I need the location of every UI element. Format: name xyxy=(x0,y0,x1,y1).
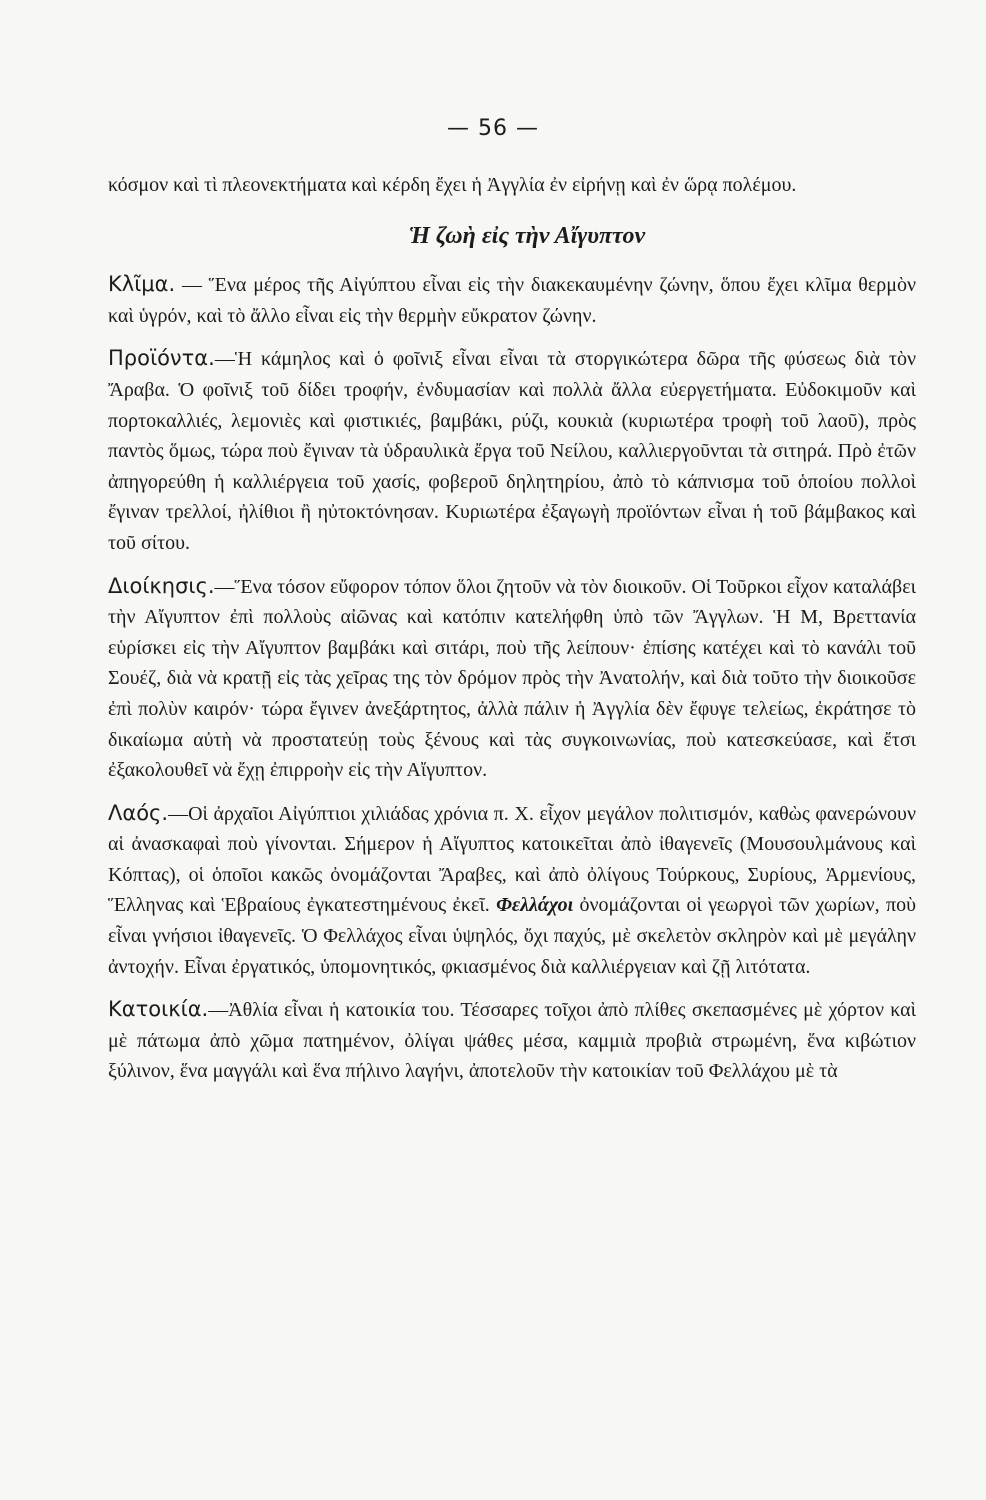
paragraph-text-laos-a: —Οἱ ἀρχαῖοι Αἰγύπτιοι χιλιάδας χρόνια π. Χ. εἶχον μεγάλον πολιτισμόν, καθὼς φανερώνουν αἱ ἀνασκαφαὶ ποὺ γίνονται. Σήμερον ἡ Αἴγυπτος κατοικεῖται ἀπὸ ἰθαγενεῖς (Μουσουλμάνους καὶ Κόπτας), οἱ ὁποῖοι κακῶς ὀνομάζονται Ἄραβες, καὶ ἀπὸ ὀλίγους Τούρκους, Συρίους, Ἀρμενίους, Ἕλληνας καὶ Ἑβραίους ἐγκατεστημένους ἐκεῖ. xyxy=(108,802,916,917)
paragraph-heading-proionta: Προϊόντα. xyxy=(108,346,215,371)
paragraph-heading-dioikisis: Διοίκησις. xyxy=(108,573,215,598)
paragraph-text-klima: — Ἕνα μέρος τῆς Αἰγύπτου εἶναι εἰς τὴν διακεκαυμένην ζώνην, ὅπου ἔχει κλῖμα θερμὸν καὶ ὑγρόν, καὶ τὸ ἄλλο εἶναι εἰς τὴν θερμὴν εὔκρατον ζώνην. xyxy=(108,274,916,327)
paragraph-laos xyxy=(108,798,916,983)
section-title: Ἡ ζωὴ εἰς τὴν Αἴγυπτον xyxy=(408,222,646,249)
page-body xyxy=(108,170,916,1099)
emphasis-fellachoi: Φελλάχοι xyxy=(496,894,574,917)
paragraph-text-katoikia: —Ἀθλία εἶναι ἡ κατοικία του. Τέσσαρες τοῖχοι ἀπὸ πλίθες σκεπασμένες μὲ χόρτον καὶ μὲ πάτωμα ἀπὸ χῶμα πατημένον, ὀλίγαι ψάθες μέσα, καμμιὰ προβιὰ στρωμένη, ἕνα κιβώτιον ξύλινον, ἕνα μαγγάλι καὶ ἕνα πήλινο λαγήνι, ἀποτελοῦν τὴν κατοικίαν τοῦ Φελλάχου μὲ τὰ xyxy=(108,999,916,1083)
paragraph-heading-laos: Λαός. xyxy=(108,800,169,825)
paragraph-klima xyxy=(108,269,916,331)
paragraph-proionta xyxy=(108,343,916,558)
page-number: — 56 — xyxy=(447,116,539,141)
paragraph-heading-klima: Κλῖμα. xyxy=(108,272,176,297)
intro-paragraph: κόσμον καὶ τὶ πλεονεκτήματα καὶ κέρδη ἔχει ἡ Ἀγγλία ἐν εἰρήνῃ καὶ ἐν ὥρᾳ πολέμου. xyxy=(108,174,797,196)
paragraph-text-dioikisis: —Ἕνα τόσον εὔφορον τόπον ὅλοι ζητοῦν νὰ τὸν διοικοῦν. Οἱ Τοῦρκοι εἶχον καταλάβει τὴν Αἴγυπτον ἐπὶ πολλοὺς αἰῶνας καὶ κατόπιν κατελήφθη ὑπὸ τῶν Ἄγγλων. Ἡ Μ, Βρεττανία εὑρίσκει εἰς τὴν Αἴγυπτον βαμβάκι καὶ σιτάρι, ποὺ τῆς λείπουν· ἐπίσης κατέχει καὶ τὸ κανάλι τοῦ Σουέζ, διὰ νὰ κρατῇ εἰς τὰς χεῖρας της τὸν δρόμον πρὸς τὴν Ἀνατολήν, καὶ διὰ τοῦτο τὴν διοικοῦσε ἐπὶ πολὺν καιρόν· τώρα ἔγινεν ἀνεξάρτητος, ἀλλὰ πάλιν ἡ Ἀγγλία δὲν ἔφυγε τελείως, ἐκράτησε τὸ δικαίωμα αὐτὴ νὰ προστατεύῃ τοὺς ξένους καὶ τὰς συγκοινωνίας, ποὺ κατεσκεύασε, καὶ ἔτσι ἐξακολουθεῖ νὰ ἔχῃ ἐπιρροὴν εἰς τὴν Αἴγυπτον. xyxy=(108,575,916,782)
paragraph-text-laos-b: ὀνομάζονται οἱ γεωργοὶ τῶν χωρίων, ποὺ εἶναι γνήσιοι ἰθαγενεῖς. Ὁ Φελλάχος εἶναι ὑψηλός, ὄχι παχύς, μὲ σκελετὸν σκληρὸν καὶ μὲ μεγάλην ἀντοχήν. Εἶναι ἐργατικός, ὑπομονητικός, φκιασμένος διὰ καλλιέργειαν καὶ ζῇ λιτότατα. xyxy=(108,894,916,978)
paragraph-katoikia xyxy=(108,994,916,1087)
paragraph-heading-katoikia: Κατοικία. xyxy=(108,997,209,1022)
paragraph-dioikisis xyxy=(108,571,916,786)
paragraph-text-proionta: —Ἡ κάμηλος καὶ ὁ φοῖνιξ εἶναι εἶναι τὰ στοργικώτερα δῶρα τῆς φύσεως διὰ τὸν Ἄραβα. Ὁ φοῖνιξ τοῦ δίδει τροφήν, ἐνδυμασίαν καὶ πολλὰ ἄλλα εὐεργετήματα. Εὐδοκιμοῦν καὶ πορτοκαλλιές, λεμονιὲς καὶ φιστικιές, βαμβάκι, ρύζι, κουκιὰ (κυριωτέρα τροφὴ τοῦ λαοῦ), πρὸς παντὸς ὅμως, τώρα ποὺ ἔγιναν τὰ ὑδραυλικὰ ἔργα τοῦ Νείλου, καλλιεργοῦνται τὰ σιτηρά. Πρὸ ἐτῶν ἀπηγορεύθη ἡ καλλιέργεια τοῦ χασίς, φοβεροῦ δηλητηρίου, ἀπὸ τὸ κάπνισμα τοῦ ὁποίου πολλοὶ ἔγιναν τρελλοί, ἠλίθιοι ἢ ηὐτοκτόνησαν. Κυριωτέρα ἐξαγωγὴ προϊόντων εἶναι ἡ τοῦ βάμβακος καὶ τοῦ σίτου. xyxy=(108,348,916,554)
